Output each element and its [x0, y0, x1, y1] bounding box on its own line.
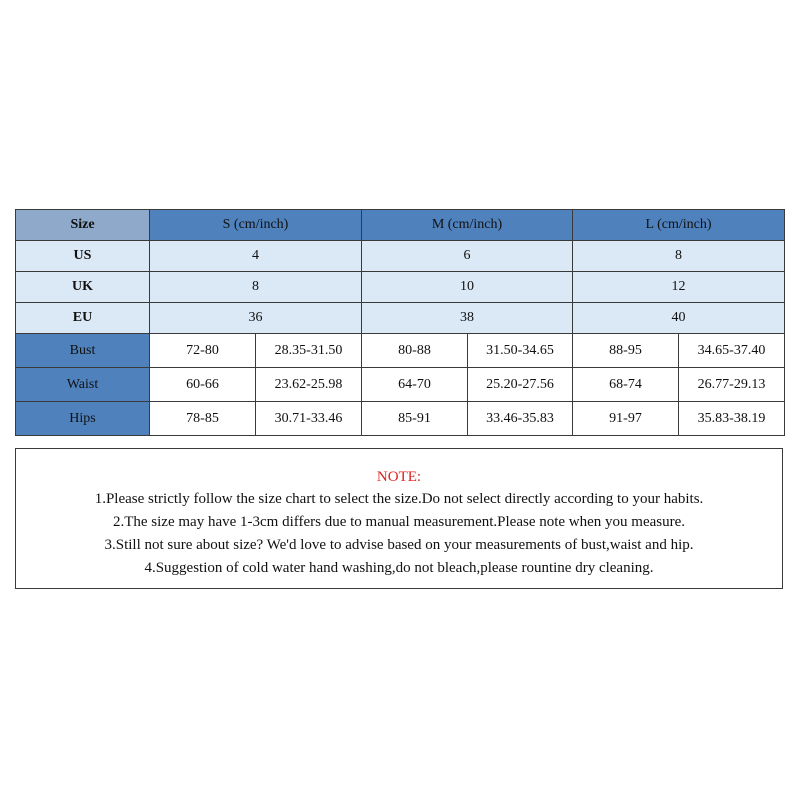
table-cell: 35.83-38.19	[679, 402, 785, 436]
table-row-us	[16, 241, 785, 272]
table-cell: 36	[150, 303, 362, 334]
row-label-us: US	[16, 241, 150, 272]
header-row	[16, 210, 785, 241]
table-cell: 78-85	[150, 402, 256, 436]
table-cell: 34.65-37.40	[679, 334, 785, 368]
row-label-bust: Bust	[16, 334, 150, 368]
table-cell: 88-95	[573, 334, 679, 368]
table-cell: 10	[362, 272, 573, 303]
table-cell: 12	[573, 272, 785, 303]
table-cell: 28.35-31.50	[256, 334, 362, 368]
table-cell: 6	[362, 241, 573, 272]
notes-box	[15, 448, 783, 589]
table-cell: 64-70	[362, 368, 468, 402]
table-cell: 25.20-27.56	[468, 368, 573, 402]
table-cell: 38	[362, 303, 573, 334]
size-chart-table	[15, 209, 785, 436]
row-label-eu: EU	[16, 303, 150, 334]
table-cell: 8	[573, 241, 785, 272]
table-cell: 85-91	[362, 402, 468, 436]
size-header-cell: Size	[16, 210, 150, 241]
table-row-uk	[16, 272, 785, 303]
table-row-bust	[16, 334, 785, 368]
table-cell: 23.62-25.98	[256, 368, 362, 402]
table-cell: 40	[573, 303, 785, 334]
row-label-hips: Hips	[16, 402, 150, 436]
table-cell: 60-66	[150, 368, 256, 402]
table-cell: 68-74	[573, 368, 679, 402]
column-header-m: M (cm/inch)	[362, 210, 573, 241]
note-line-4: 4.Suggestion of cold water hand washing,do not bleach,please rountine dry cleaning.	[144, 560, 654, 576]
table-cell: 8	[150, 272, 362, 303]
column-header-s: S (cm/inch)	[150, 210, 362, 241]
table-cell: 33.46-35.83	[468, 402, 573, 436]
table-cell: 91-97	[573, 402, 679, 436]
table-row-eu	[16, 303, 785, 334]
table-cell: 72-80	[150, 334, 256, 368]
row-label-uk: UK	[16, 272, 150, 303]
table-row-hips	[16, 402, 785, 436]
note-line-1: 1.Please strictly follow the size chart to select the size.Do not select directly according to your habits.	[94, 491, 704, 507]
note-title: NOTE:	[376, 469, 422, 485]
table-cell: 80-88	[362, 334, 468, 368]
table-cell: 26.77-29.13	[679, 368, 785, 402]
column-header-l: L (cm/inch)	[573, 210, 785, 241]
table-cell: 30.71-33.46	[256, 402, 362, 436]
table-cell: 4	[150, 241, 362, 272]
note-line-3: 3.Still not sure about size? We'd love to advise based on your measurements of bust,waist and hip.	[104, 537, 694, 553]
table-row-waist	[16, 368, 785, 402]
note-line-2: 2.The size may have 1-3cm differs due to manual measurement.Please note when you measure.	[112, 514, 686, 530]
row-label-waist: Waist	[16, 368, 150, 402]
table-cell: 31.50-34.65	[468, 334, 573, 368]
